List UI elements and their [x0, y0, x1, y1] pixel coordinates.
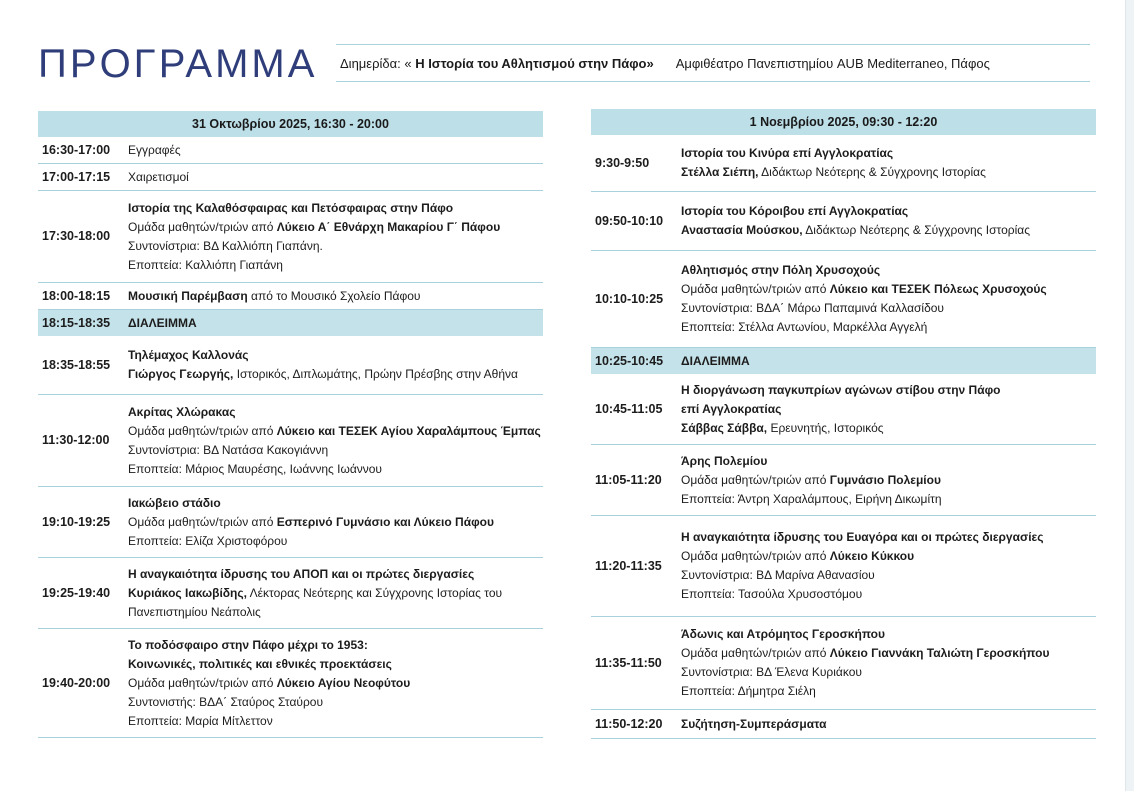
item-title: Συζήτηση-Συμπεράσματα: [681, 716, 827, 731]
item-title: Ιακώβειο στάδιο: [128, 495, 221, 510]
schedule-row: [38, 558, 543, 629]
speaker-role: Λέκτορας Νεότερης και Σύγχρονης Ιστορίας του: [246, 585, 503, 600]
time-slot: 11:35-11:50: [595, 655, 662, 670]
team-prefix: Ομάδα μαθητών/τριών από: [128, 514, 277, 529]
school-name: Λύκειο και ΤΕΣΕΚ Αγίου Χαραλάμπους Έμπας: [276, 423, 541, 438]
item-title: Τηλέμαχος Καλλονάς: [128, 348, 249, 362]
time-slot: 17:30-18:00: [42, 229, 111, 243]
school-name: Λύκειο Α΄ Εθνάρχη Μακαρίου Γ΄ Πάφου: [276, 219, 501, 234]
team-prefix: Ομάδα μαθητών/τριών από: [128, 219, 277, 234]
team-prefix: Ομάδα μαθητών/τριών από: [681, 549, 830, 563]
event-prefix: Διημερίδα: «: [340, 55, 412, 71]
item-title: Ιστορία της Καλαθόσφαιρας και Πετόσφαιρας στην Πάφο: [128, 200, 454, 215]
day1-header: 31 Οκτωβρίου 2025, 16:30 - 20:00: [38, 111, 543, 137]
coordinator: Συντονίστρια: ΒΔΑ΄ Μάρω Παπαμινά Καλλασίδου: [681, 301, 944, 315]
time-slot: 10:45-11:05: [595, 401, 663, 416]
time-slot: 17:00-17:15: [42, 169, 111, 184]
school-name: Λύκειο Κύκκου: [829, 549, 915, 563]
item-title: Η διοργάνωση παγκυπρίων αγώνων στίβου στην Πάφο: [681, 382, 1001, 397]
break-label: ΔΙΑΛΕΙΜΜΑ: [681, 353, 750, 368]
team-prefix: Ομάδα μαθητών/τριών από: [681, 282, 830, 296]
coordinator: Συντονιστής: ΒΔΑ΄ Σταύρος Σταύρου: [128, 694, 324, 709]
time-slot: 19:40-20:00: [42, 675, 111, 690]
break-row: [591, 348, 1096, 374]
event-label: [336, 56, 654, 71]
school-name: Λύκειο Αγίου Νεοφύτου: [276, 675, 411, 690]
item-title: Αθλητισμός στην Πόλη Χρυσοχούς: [681, 263, 881, 277]
item-text: από το Μουσικό Σχολείο Πάφου: [247, 288, 421, 303]
time-slot: 19:10-19:25: [42, 514, 111, 529]
event-banner: [336, 44, 1090, 82]
item-subtitle: Κοινωνικές, πολιτικές και εθνικές προεκτάσεις: [128, 656, 392, 671]
coordinator: Συντονίστρια: ΒΔ Καλλιόπη Γιαπάνη.: [128, 238, 323, 253]
item-text: Χαιρετισμοί: [128, 169, 189, 184]
speaker-name: Αναστασία Μούσκου,: [681, 223, 803, 237]
speaker-name: Κυριάκος Ιακωβίδης,: [128, 585, 247, 600]
item-title: Μουσική Παρέμβαση: [128, 288, 248, 303]
coordinator: Συντονίστρια: ΒΔ Μαρίνα Αθανασίου: [681, 568, 875, 582]
team-prefix: Ομάδα μαθητών/τριών από: [681, 646, 830, 660]
schedule-row: [38, 629, 543, 738]
speaker-role: Διδάκτωρ Νεότερης & Σύγχρονης Ιστορίας: [758, 165, 986, 179]
supervision: Εποπτεία: Ελίζα Χριστοφόρου: [128, 533, 288, 548]
page-edge: [1125, 0, 1134, 791]
item-title: Η αναγκαιότητα ίδρυσης του Ευαγόρα και οι πρώτες διεργασίες: [681, 530, 1044, 544]
school-name: Λύκειο και ΤΕΣΕΚ Πόλεως Χρυσοχούς: [829, 282, 1047, 296]
schedule-row: [591, 374, 1096, 445]
time-slot: 16:30-17:00: [42, 142, 111, 157]
item-title: Άρης Πολεμίου: [681, 453, 768, 468]
event-name: Η Ιστορία του Αθλητισμού στην Πάφο: [411, 55, 647, 71]
speaker-name: Σάββας Σάββα,: [681, 420, 768, 435]
schedule-row: [591, 617, 1096, 710]
event-suffix: »: [646, 55, 654, 71]
schedule-row: [591, 710, 1096, 739]
break-row: [38, 310, 543, 336]
schedule-row: [591, 251, 1096, 348]
item-title: Η αναγκαιότητα ίδρυσης του ΑΠΟΠ και οι πρώτες διεργασίες: [128, 566, 475, 581]
team-line: [128, 218, 543, 237]
schedule-row: [38, 283, 543, 310]
supervision: Εποπτεία: Άντρη Χαραλάμπους, Ειρήνη Δικωμίτη: [681, 491, 942, 506]
item-title: Ακρίτας Χλώρακας: [128, 404, 236, 419]
team-prefix: Ομάδα μαθητών/τριών από: [681, 472, 830, 487]
school-name: Λύκειο Γιαννάκη Ταλιώτη Γεροσκήπου: [829, 646, 1050, 660]
supervision: Εποπτεία: Καλλιόπη Γιαπάνη: [128, 257, 283, 272]
time-slot: 9:30-9:50: [595, 155, 650, 170]
supervision: Εποπτεία: Μάριος Μαυρέσης, Ιωάννης Ιωάννου: [128, 461, 382, 476]
schedule-row: [38, 395, 543, 487]
time-slot: 11:50-12:20: [595, 716, 663, 731]
item-text: Εγγραφές: [128, 142, 181, 157]
item-title: Το ποδόσφαιρο στην Πάφο μέχρι το 1953:: [128, 637, 368, 652]
time-slot: 18:00-18:15: [42, 288, 111, 303]
page-title: ΠΡΟΓΡΑΜΜΑ: [38, 42, 318, 86]
speaker-name: Στέλλα Σιέπη,: [681, 165, 759, 179]
school-name: Εσπερινό Γυμνάσιο και Λύκειο Πάφου: [276, 514, 494, 529]
supervision: Εποπτεία: Στέλλα Αντωνίου, Μαρκέλλα Αγγελή: [681, 320, 928, 334]
day1-schedule: [38, 111, 543, 738]
supervision: Εποπτεία: Δήμητρα Σιέλη: [681, 684, 816, 698]
schedule-row: [591, 445, 1096, 516]
time-slot: 10:10-10:25: [595, 291, 664, 306]
supervision: Εποπτεία: Τασούλα Χρυσοστόμου: [681, 587, 863, 601]
schedule-row: [38, 336, 543, 395]
speaker-role: Διδάκτωρ Νεότερης & Σύγχρονης Ιστορίας: [802, 223, 1030, 237]
schedule-row: [38, 487, 543, 558]
team-prefix: Ομάδα μαθητών/τριών από: [128, 675, 277, 690]
item-title: Ιστορία του Κόροιβου επί Αγγλοκρατίας: [681, 204, 909, 218]
speaker-name: Γιώργος Γεωργής,: [128, 367, 234, 381]
time-slot: 11:30-12:00: [42, 433, 110, 447]
coordinator: Συντονίστρια: ΒΔ Έλενα Κυριάκου: [681, 665, 862, 679]
time-slot: 18:35-18:55: [42, 357, 111, 372]
item-title: Άδωνις και Ατρόμητος Γεροσκήπου: [681, 627, 885, 641]
venue: Αμφιθέατρο Πανεπιστημίου AUB Mediterraneo, Πάφος: [675, 55, 990, 71]
item-subtitle: επί Αγγλοκρατίας: [681, 401, 782, 416]
speaker-role: Ιστορικός, Διπλωμάτης, Πρώην Πρέσβης στην Αθήνα: [233, 367, 518, 381]
speaker-role: Ερευνητής, Ιστορικός: [767, 420, 884, 435]
school-name: Γυμνάσιο Πολεμίου: [829, 472, 941, 487]
coordinator: Συντονίστρια: ΒΔ Νατάσα Κακογιάννη: [128, 442, 329, 457]
schedule-row: [591, 192, 1096, 251]
time-slot: 18:15-18:35: [42, 315, 111, 330]
supervision: Εποπτεία: Μαρία Μίτλεττον: [128, 713, 273, 728]
schedule-row: [38, 137, 543, 164]
time-slot: 10:25-10:45: [595, 353, 664, 368]
break-label: ΔΙΑΛΕΙΜΜΑ: [128, 315, 197, 330]
schedule-row: [591, 135, 1096, 192]
time-slot: 19:25-19:40: [42, 585, 111, 600]
item-title: Ιστορία του Κινύρα επί Αγγλοκρατίας: [681, 146, 894, 160]
schedule-row: [38, 164, 543, 191]
time-slot: 09:50-10:10: [595, 213, 664, 228]
schedule-row: [591, 516, 1096, 617]
team-prefix: Ομάδα μαθητών/τριών από: [128, 423, 277, 438]
time-slot: 11:20-11:35: [595, 558, 662, 573]
time-slot: 11:05-11:20: [595, 472, 662, 487]
schedule-row: [38, 191, 543, 283]
speaker-role: Πανεπιστημίου Νεάπολις: [128, 604, 261, 619]
day2-header: 1 Νοεμβρίου 2025, 09:30 - 12:20: [591, 109, 1096, 135]
day2-schedule: [591, 109, 1096, 739]
